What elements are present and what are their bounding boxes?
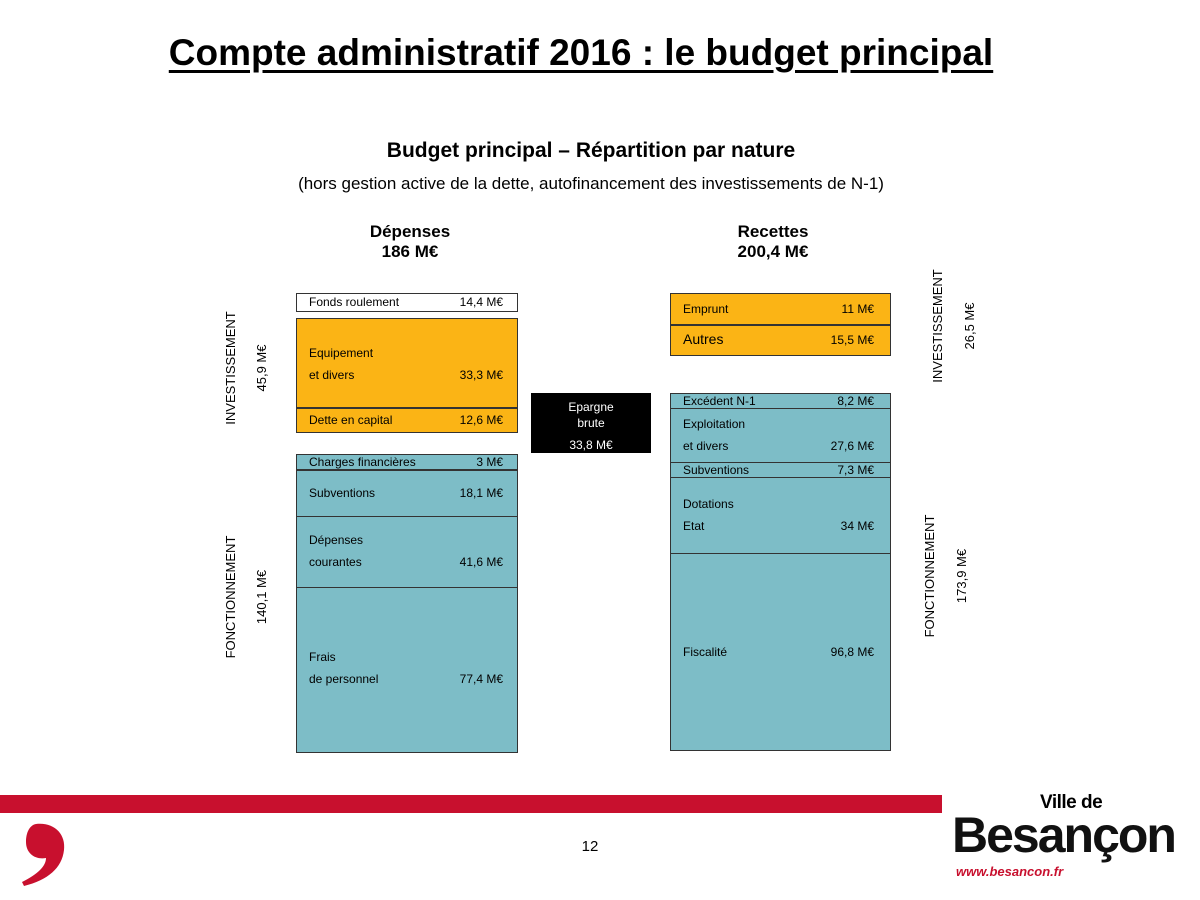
page-number: 12: [581, 838, 599, 855]
recettes-subventions-label: Subventions: [683, 463, 750, 477]
depenses-subventions-box: [296, 470, 518, 517]
depenses-charges-financieres-label: Charges financières: [309, 455, 416, 469]
depenses-frais-personnel-value: 77,4 M€: [459, 672, 503, 686]
depenses-dette-capital-value: 12,6 M€: [459, 413, 503, 427]
epargne-brute-value: 33,8 M€: [569, 438, 613, 452]
depenses-heading-label: Dépenses: [369, 222, 451, 241]
recettes-dotations-value: 34 M€: [840, 519, 874, 533]
recettes-heading: [673, 222, 873, 262]
recettes-fonctionnement-total: 173,9 M€: [954, 548, 969, 604]
depenses-subventions-value: 18,1 M€: [459, 486, 503, 500]
depenses-heading: [310, 222, 510, 262]
recettes-subventions-value: 7,3 M€: [837, 463, 874, 477]
recettes-investissement-total: 26,5 M€: [962, 302, 977, 350]
depenses-investissement-label: INVESTISSEMENT: [223, 311, 238, 425]
recettes-fiscalite-box: [670, 553, 891, 751]
recettes-autres-label: Autres: [683, 331, 724, 347]
recettes-dotations-label-1: Dotations: [683, 497, 734, 511]
recettes-heading-label: Recettes: [737, 222, 809, 241]
recettes-emprunt-label: Emprunt: [683, 302, 729, 316]
depenses-investissement-total: 45,9 M€: [254, 344, 269, 392]
epargne-brute-label-2: brute: [577, 416, 605, 430]
recettes-fonctionnement-label: FONCTIONNEMENT: [922, 514, 937, 638]
depenses-equipement-value: 33,3 M€: [459, 368, 503, 382]
depenses-courantes-label-1: Dépenses: [309, 533, 364, 547]
depenses-fonds-roulement-box: [296, 293, 518, 312]
footer-red-bar: [0, 795, 942, 813]
recettes-emprunt-value: 11 M€: [841, 302, 874, 316]
depenses-fonds-roulement-value: 14,4 M€: [459, 295, 503, 309]
recettes-excedent-label: Excédent N-1: [683, 394, 756, 408]
slide-title: Compte administratif 2016 : le budget principal: [168, 32, 994, 73]
depenses-frais-personnel-label-2: de personnel: [309, 672, 379, 686]
depenses-frais-personnel-label-1: Frais: [309, 650, 336, 664]
depenses-dette-capital-box: [296, 408, 518, 433]
epargne-brute-box: [531, 393, 651, 453]
recettes-fiscalite-value: 96,8 M€: [830, 645, 874, 659]
recettes-exploitation-value: 27,6 M€: [830, 439, 874, 453]
recettes-dotations-box: [670, 477, 891, 554]
depenses-courantes-label-2: courantes: [309, 555, 362, 569]
depenses-frais-personnel-box: [296, 587, 518, 753]
recettes-autres-box: [670, 325, 891, 356]
recettes-exploitation-label-1: Exploitation: [683, 417, 746, 431]
recettes-emprunt-box: [670, 293, 891, 325]
depenses-charges-financieres-value: 3 M€: [476, 455, 503, 469]
recettes-excedent-box: [670, 393, 891, 409]
recettes-fiscalite-label: Fiscalité: [683, 645, 728, 659]
depenses-equipement-label-2: et divers: [309, 368, 355, 382]
recettes-total: 200,4 M€: [737, 242, 809, 261]
besancon-logo-mark-icon: [14, 822, 76, 888]
logo-name-text: Besançon: [952, 807, 1175, 863]
logo-ville-text: Ville de: [1040, 792, 1103, 813]
depenses-dette-capital-label: Dette en capital: [309, 413, 393, 427]
depenses-charges-financieres-box: [296, 454, 518, 470]
chart-title: Budget principal – Répartition par nature: [386, 139, 796, 162]
recettes-exploitation-box: [670, 408, 891, 463]
depenses-courantes-value: 41,6 M€: [459, 555, 503, 569]
depenses-equipement-box: [296, 318, 518, 408]
recettes-excedent-value: 8,2 M€: [837, 394, 874, 408]
epargne-brute-label-1: Epargne: [568, 400, 614, 414]
recettes-exploitation-label-2: et divers: [683, 439, 729, 453]
depenses-fonctionnement-total: 140,1 M€: [254, 569, 269, 625]
recettes-autres-value: 15,5 M€: [830, 333, 874, 347]
logo-url-text: www.besancon.fr: [956, 864, 1064, 879]
depenses-courantes-box: [296, 516, 518, 588]
depenses-fonctionnement-label: FONCTIONNEMENT: [223, 535, 238, 659]
recettes-subventions-box: [670, 462, 891, 478]
depenses-total: 186 M€: [381, 242, 439, 261]
chart-subtitle: (hors gestion active de la dette, autofinancement des investissements de N-1): [298, 174, 884, 193]
recettes-dotations-label-2: Etat: [683, 519, 705, 533]
recettes-investissement-label: INVESTISSEMENT: [930, 269, 945, 383]
depenses-subventions-label: Subventions: [309, 486, 376, 500]
depenses-equipement-label-1: Equipement: [309, 346, 374, 360]
depenses-fonds-roulement-label: Fonds roulement: [309, 295, 400, 309]
